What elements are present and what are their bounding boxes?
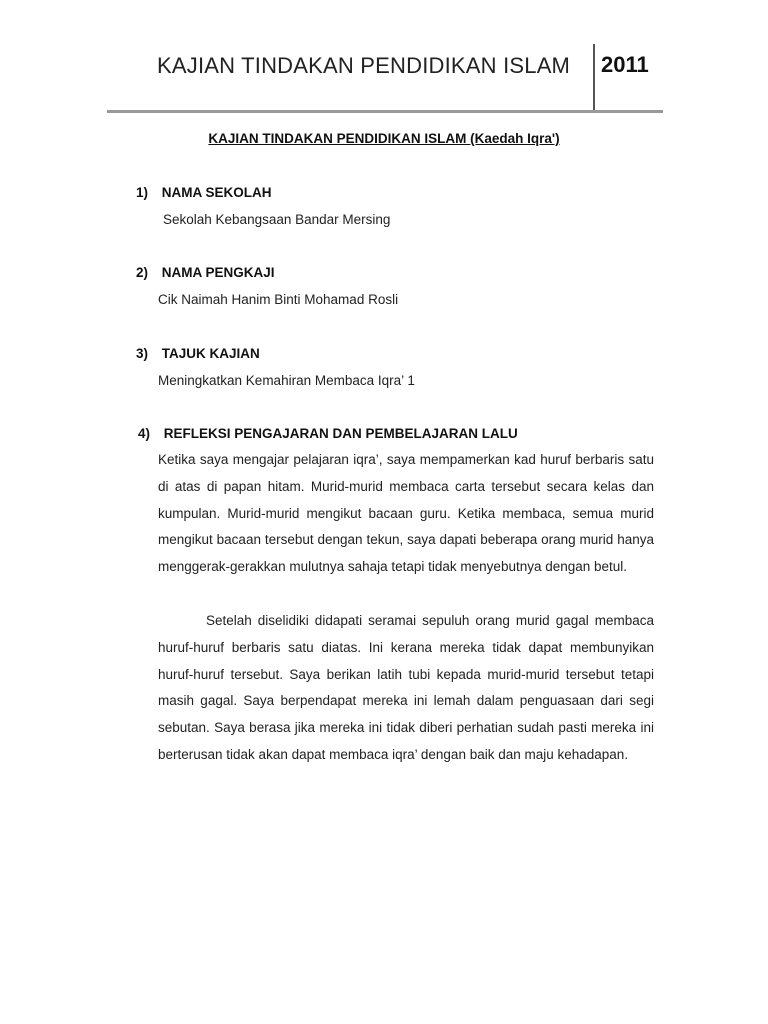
section-2-title: NAMA PENGKAJI xyxy=(161,265,275,280)
header-title: KAJIAN TINDAKAN PENDIDIKAN ISLAM xyxy=(157,53,571,78)
document-title: KAJIAN TINDAKAN PENDIDIKAN ISLAM (Kaedah Iqra') xyxy=(208,131,560,146)
section-2-number: 2) xyxy=(136,265,149,280)
section-3-number: 3) xyxy=(136,346,149,361)
section-2-value: Cik Naimah Hanim Binti Mohamad Rosli xyxy=(158,292,399,307)
section-2-heading xyxy=(136,265,275,280)
section-4-heading xyxy=(138,426,518,441)
reflection-paragraph-2: Setelah diselidiki didapati seramai sepuluh orang murid gagal membaca huruf-huruf berbaris satu diatas. Ini kerana mereka tidak dapat membunyikan huruf-huruf tersebut. Saya berikan latih tubi kepada murid-murid tersebut tetapi masih gagal. Saya berpendapat mereka ini lemah dalam penguasaan dari segi sebutan. Saya berasa jika mereka ini tidak diberi perhatian sudah pasti mereka ini berterusan tidak akan dapat membaca iqra’ dengan baik dan maju kehadapan. xyxy=(158,613,654,762)
section-4-number: 4) xyxy=(138,426,151,441)
section-1-number: 1) xyxy=(136,185,149,200)
section-4-title: REFLEKSI PENGAJARAN DAN PEMBELAJARAN LALU xyxy=(163,426,518,441)
section-3-value: Meningkatkan Kemahiran Membaca Iqra’ 1 xyxy=(158,373,415,388)
section-1-heading xyxy=(136,185,272,200)
section-3-title: TAJUK KAJIAN xyxy=(161,346,260,361)
section-1-value: Sekolah Kebangsaan Bandar Mersing xyxy=(163,212,391,227)
page-header xyxy=(107,44,663,112)
header-year: 2011 xyxy=(601,52,649,77)
reflection-paragraph-1: Ketika saya mengajar pelajaran iqra’, saya mempamerkan kad huruf berbaris satu di atas di papan hitam. Murid-murid membaca carta tersebut secara kelas dan kumpulan. Murid-murid mengikut bacaan guru. Ketika membaca, semua murid mengikut bacaan tersebut dengan tekun, saya dapati beberapa orang murid hanya menggerak-gerakkan mulutnya sahaja tetapi tidak menyebutnya dengan betul. xyxy=(158,452,654,575)
header-divider-vertical xyxy=(593,44,595,110)
header-divider-horizontal xyxy=(107,110,663,113)
section-1-title: NAMA SEKOLAH xyxy=(161,185,272,200)
section-3-heading xyxy=(136,346,260,361)
